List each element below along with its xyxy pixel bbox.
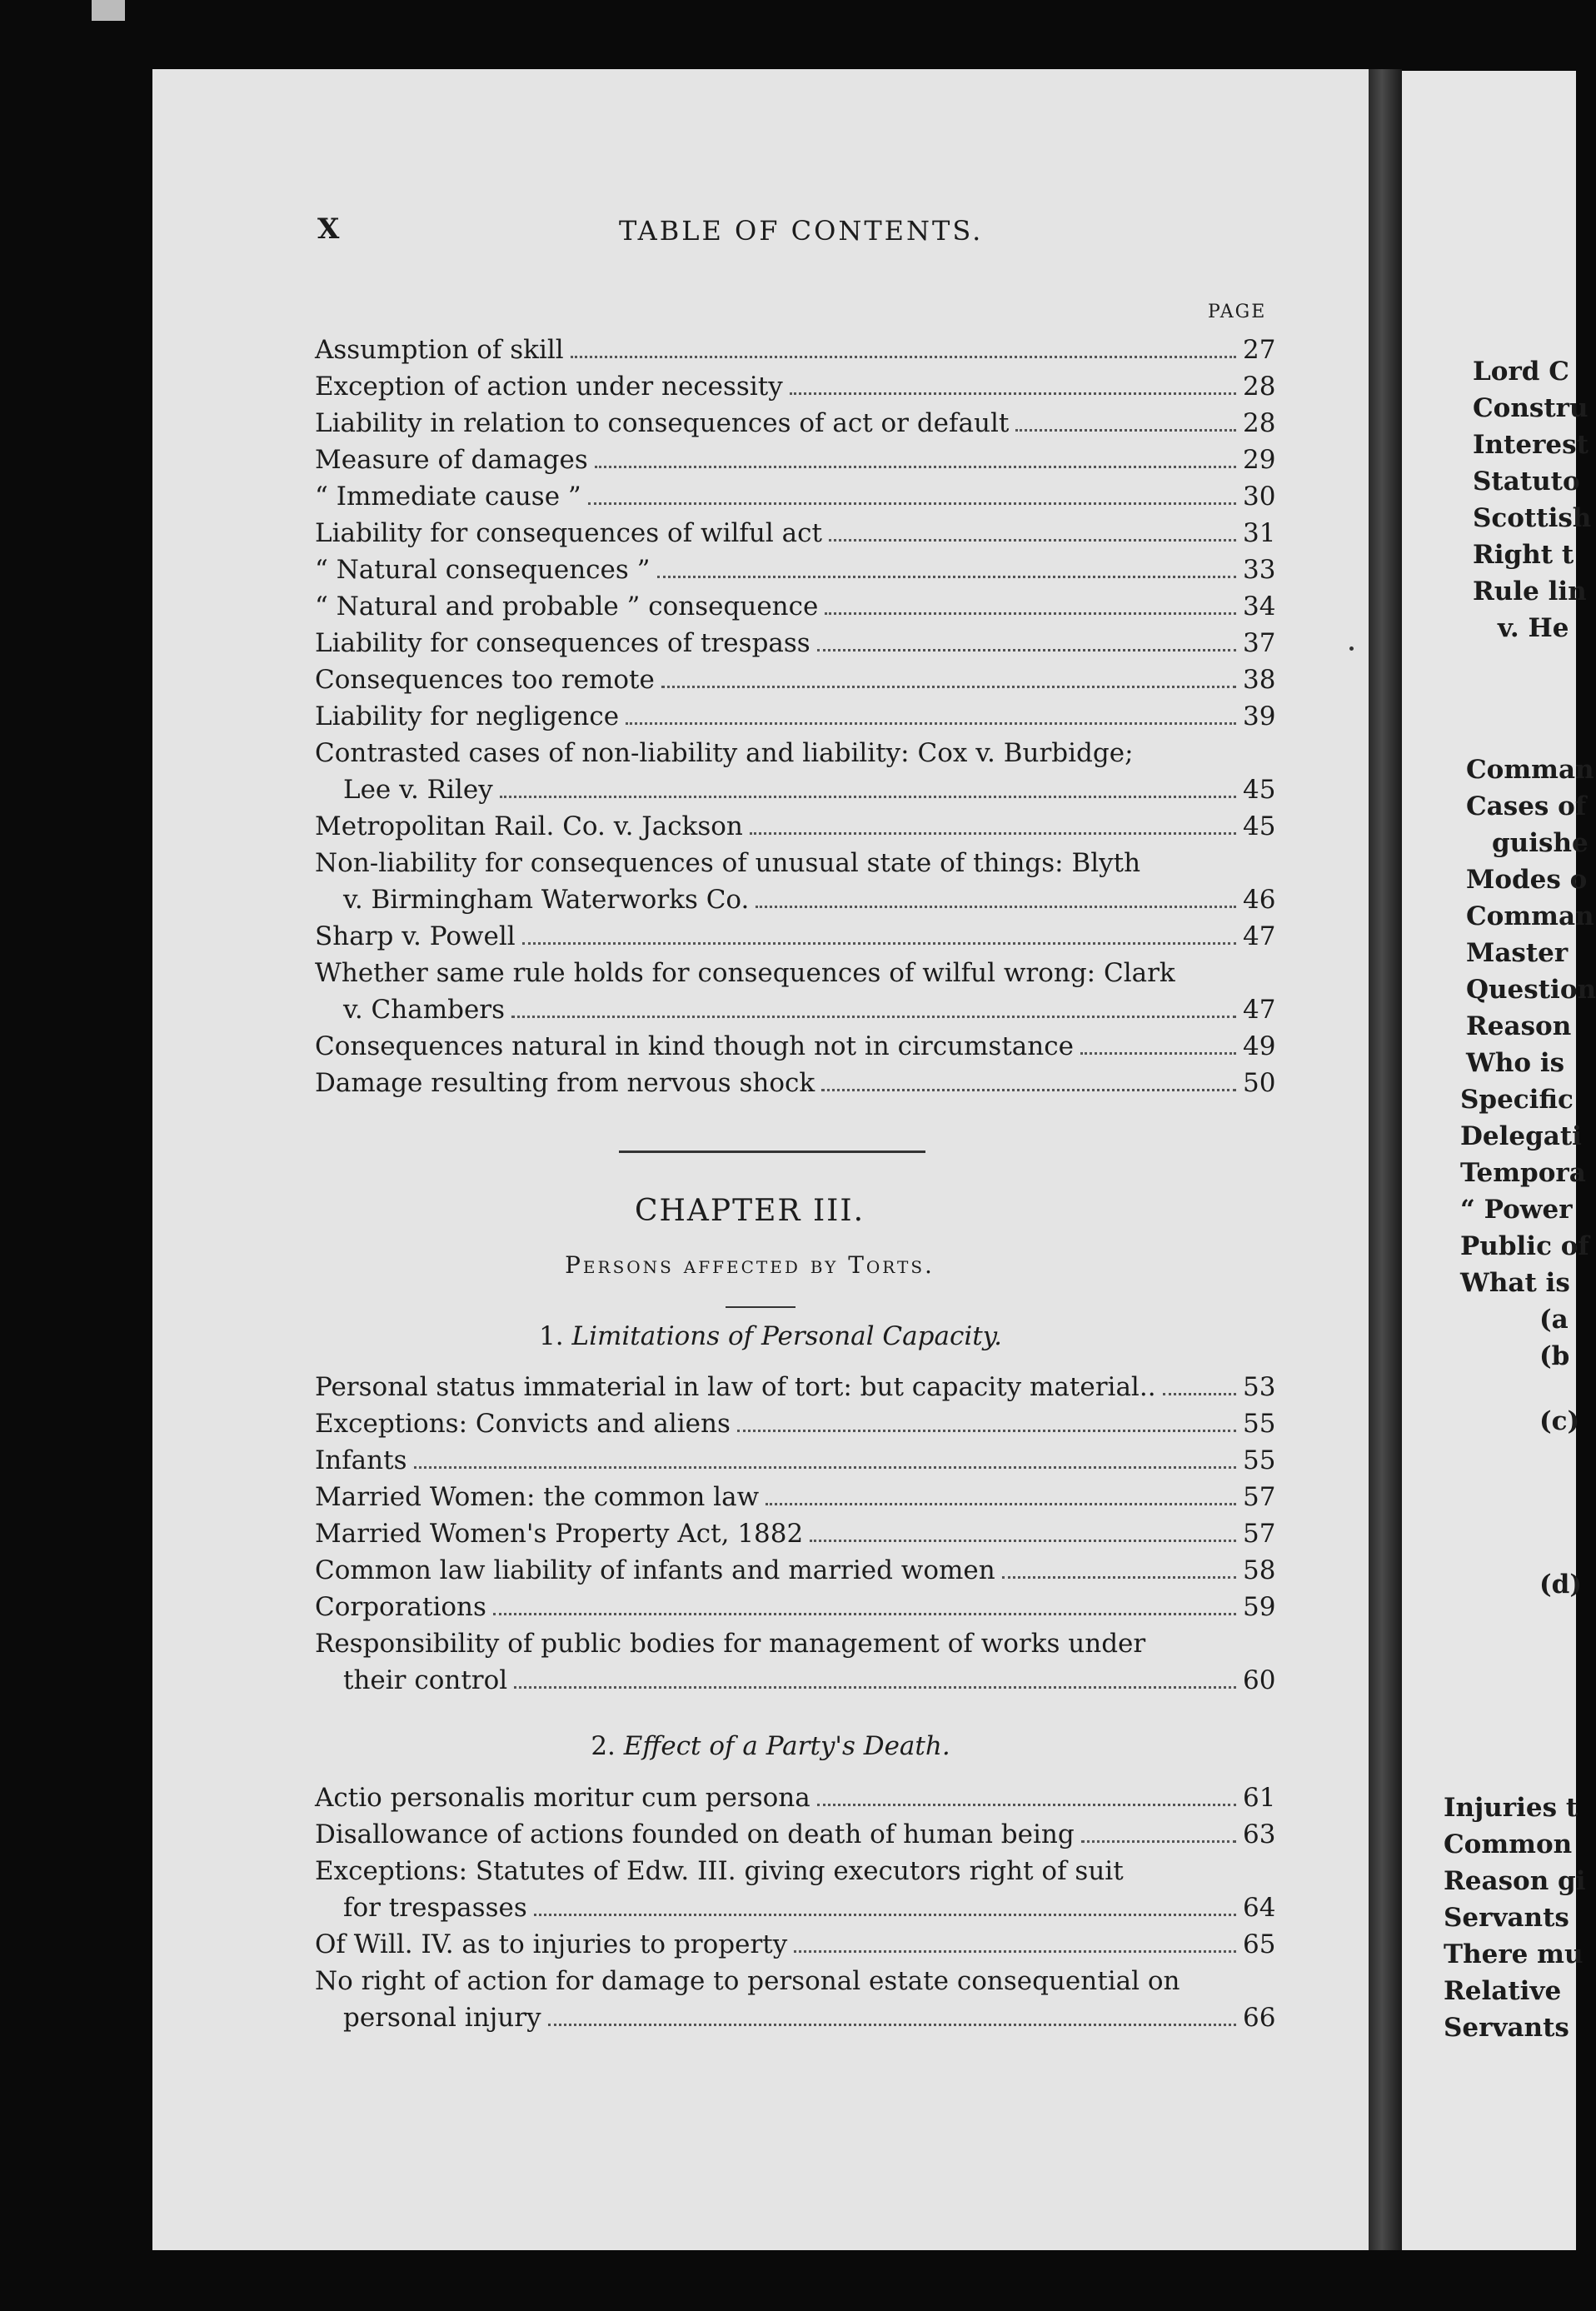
section-heading-1: [333, 1321, 1208, 1351]
section-number: 1.: [539, 1321, 564, 1351]
toc-page-number: 59: [1243, 1592, 1276, 1622]
toc-entry-text: Sharp v. Powell: [315, 921, 516, 951]
dot-leader: [810, 1540, 1236, 1542]
dot-leader: [1080, 1052, 1236, 1055]
toc-entry: [315, 1589, 1276, 1625]
toc-entry: [315, 368, 1276, 405]
toc-entry-text: “ Natural consequences ”: [315, 555, 651, 585]
scan-corner-mark: [92, 0, 125, 21]
dot-leader: [626, 722, 1236, 725]
toc-entry: [315, 1479, 1276, 1515]
toc-entry-line: [315, 1065, 1276, 1101]
toc-entry-line: [315, 771, 1276, 808]
toc-entry-text: Exceptions: Statutes of Edw. III. giving executors right of suit: [315, 1856, 1124, 1886]
right-page-fragment: Who is: [1466, 1048, 1565, 1078]
toc-entry-line: [315, 1479, 1276, 1515]
toc-page-number: 60: [1243, 1665, 1276, 1695]
toc-entry: [315, 1963, 1276, 2036]
toc-entry-line: [315, 368, 1276, 405]
dot-leader: [595, 466, 1236, 468]
toc-entry-text: Measure of damages: [315, 445, 588, 475]
chapter-subtitle: Persons affected by Torts.: [565, 1251, 935, 1279]
toc-page-number: 38: [1243, 665, 1276, 695]
toc-page-number: 50: [1243, 1068, 1276, 1098]
toc-entry-text: “ Immediate cause ”: [315, 482, 581, 512]
toc-page-number: 46: [1243, 885, 1276, 915]
dot-leader: [794, 1950, 1236, 1953]
right-page-fragment: “ Power: [1460, 1195, 1573, 1225]
toc-entry: [315, 661, 1276, 698]
dot-leader: [1081, 1840, 1236, 1843]
right-page-fragment: Constru: [1473, 393, 1589, 423]
right-page-fragment: Master: [1466, 938, 1569, 968]
chapter-title: CHAPTER III.: [634, 1194, 865, 1228]
right-page-fragment: Servants: [1444, 1903, 1569, 1933]
toc-entry-line: [315, 1625, 1273, 1662]
dot-leader: [737, 1430, 1236, 1432]
running-title: TABLE OF CONTENTS.: [619, 215, 984, 247]
right-page-fragment: (c): [1539, 1406, 1580, 1436]
toc-page-number: 49: [1243, 1031, 1276, 1061]
right-page-fragment: Statuto: [1473, 467, 1580, 497]
right-page-fragment: There mu: [1444, 1939, 1584, 1969]
toc-page-number: 57: [1243, 1519, 1276, 1549]
dot-leader: [657, 576, 1237, 578]
toc-page-number: 57: [1243, 1482, 1276, 1512]
toc-entry-text: Damage resulting from nervous shock: [315, 1068, 815, 1098]
right-page-fragment: Comman: [1466, 901, 1594, 931]
chapter-divider-rule: [619, 1151, 925, 1153]
toc-entry-text: Infants: [315, 1445, 407, 1475]
toc-entry-text: Married Women: the common law: [315, 1482, 760, 1512]
toc-entry: [315, 1779, 1276, 1816]
toc-entry: [315, 1625, 1276, 1699]
toc-entry: [315, 1369, 1276, 1405]
toc-entry-text: Consequences natural in kind though not in circumstance: [315, 1031, 1074, 1061]
toc-entry: [315, 698, 1276, 735]
right-page-fragment: Right t: [1473, 540, 1574, 570]
toc-entry-line: [315, 1999, 1276, 2036]
dot-leader: [534, 1914, 1236, 1916]
toc-entry: [315, 808, 1276, 845]
dot-leader: [825, 612, 1236, 615]
page-column-label: PAGE: [1208, 302, 1267, 322]
right-page-fragment: What is: [1460, 1268, 1570, 1298]
toc-entry-line: [315, 1552, 1276, 1589]
toc-entry: [315, 1442, 1276, 1479]
toc-entry: [315, 405, 1276, 442]
toc-entry-line: [315, 478, 1276, 515]
right-page-fragment: Delegati: [1460, 1121, 1582, 1151]
toc-entry: [315, 1515, 1276, 1552]
toc-entry-text: Actio personalis moritur cum persona: [315, 1783, 810, 1813]
right-page-fragment: Lord C: [1473, 357, 1569, 387]
right-page-fragment: guishe: [1492, 828, 1589, 858]
right-page-fragment: Cases of: [1466, 791, 1587, 821]
dot-leader: [1002, 1576, 1236, 1579]
toc-entry-line: [315, 1853, 1273, 1889]
right-page-fragment: (a: [1539, 1305, 1569, 1335]
toc-entry: [315, 332, 1276, 368]
toc-entry-text: Consequences too remote: [315, 665, 655, 695]
right-page-fragment: Comman: [1466, 755, 1594, 785]
right-page-fragment: Scottish: [1473, 503, 1592, 533]
toc-entry-line: [315, 1963, 1273, 1999]
toc-entry-text: Liability for consequences of wilful act: [315, 518, 822, 548]
right-page-fragment: Servants: [1444, 2013, 1569, 2043]
toc-entry-line: [315, 1926, 1276, 1963]
toc-entry-text: Corporations: [315, 1592, 486, 1622]
toc-entry-line: [315, 588, 1276, 625]
right-page-fragment: Interest: [1473, 430, 1589, 460]
toc-entry-line: [315, 1589, 1276, 1625]
toc-entry-line: [315, 625, 1276, 661]
toc-entry-line: [315, 698, 1276, 735]
right-page-fragment: Reason: [1466, 1011, 1572, 1041]
right-page-fragment: v. He: [1498, 613, 1569, 643]
right-page-fragment: Reason gi: [1444, 1866, 1586, 1896]
toc-entry: [315, 918, 1276, 955]
toc-entry-text: Exceptions: Convicts and aliens: [315, 1409, 731, 1439]
dot-leader: [1015, 429, 1236, 432]
toc-entry-line: [315, 1889, 1276, 1926]
dot-leader: [661, 686, 1236, 688]
toc-entry-line: [315, 1369, 1276, 1405]
toc-page-number: 47: [1243, 995, 1276, 1025]
dot-leader: [588, 502, 1236, 505]
section-number: 2.: [591, 1731, 616, 1761]
dot-leader: [514, 1686, 1236, 1689]
toc-entry-line: [315, 1662, 1276, 1699]
dot-leader: [571, 356, 1236, 358]
toc-entry: [315, 1405, 1276, 1442]
toc-entry-line: [315, 661, 1276, 698]
dot-leader: [500, 796, 1236, 798]
dot-leader: [817, 1804, 1236, 1806]
right-page: [1402, 71, 1596, 2250]
toc-entry-text: Responsibility of public bodies for management of works under: [315, 1629, 1146, 1659]
toc-page-number: 64: [1243, 1893, 1276, 1923]
right-page-fragment: Question: [1466, 975, 1596, 1005]
toc-entry-line: [315, 881, 1276, 918]
right-page-fragment: Injuries t: [1444, 1793, 1579, 1823]
dot-leader: [766, 1503, 1236, 1505]
dot-leader: [1163, 1393, 1236, 1395]
toc-entry-line: [315, 515, 1276, 552]
toc-page-number: 55: [1243, 1445, 1276, 1475]
dot-leader: [493, 1613, 1236, 1615]
chapter-short-rule: [726, 1306, 796, 1308]
toc-entry: [315, 1816, 1276, 1853]
toc-entry-text: Common law liability of infants and married women: [315, 1555, 995, 1585]
right-page-fragment: Modes o: [1466, 865, 1588, 895]
toc-entry-text: Lee v. Riley: [343, 775, 493, 805]
toc-entry-line: [315, 1779, 1276, 1816]
toc-entry-line: [315, 442, 1276, 478]
toc-entry-text: Liability for consequences of trespass: [315, 628, 810, 658]
toc-entry: [315, 735, 1276, 808]
toc-entry-text: Personal status immaterial in law of tort: but capacity material..: [315, 1372, 1156, 1402]
toc-page-number: 66: [1243, 2003, 1276, 2033]
right-page-fragment: Tempora: [1460, 1158, 1586, 1188]
dot-leader: [821, 1089, 1236, 1091]
toc-entry-text: Whether same rule holds for consequences of wilful wrong: Clark: [315, 958, 1175, 988]
toc-entry-line: [315, 735, 1273, 771]
toc-entry-text: No right of action for damage to personal estate consequential on: [315, 1966, 1180, 1996]
toc-page-number: 28: [1243, 372, 1276, 402]
section-title: Limitations of Personal Capacity.: [571, 1321, 1002, 1351]
toc-page-number: 33: [1243, 555, 1276, 585]
dot-leader: [414, 1466, 1237, 1469]
dot-leader: [829, 539, 1236, 542]
toc-entry-text: Married Women's Property Act, 1882: [315, 1519, 804, 1549]
toc-entry-text: Assumption of skill: [315, 335, 564, 365]
section-title: Effect of a Party's Death.: [623, 1731, 950, 1761]
toc-entry: [315, 1065, 1276, 1101]
section-heading-2: [333, 1731, 1208, 1761]
toc-entry-line: [315, 552, 1276, 588]
toc-entry: [315, 552, 1276, 588]
dot-leader: [817, 649, 1236, 651]
toc-entry: [315, 1926, 1276, 1963]
right-page-fragment: Common: [1444, 1829, 1573, 1859]
toc-page-number: 28: [1243, 408, 1276, 438]
toc-entry-text: Liability for negligence: [315, 701, 620, 731]
toc-page-number: 45: [1243, 811, 1276, 841]
toc-entry: [315, 625, 1276, 661]
toc-entry-line: [315, 405, 1276, 442]
toc-entry-line: [315, 332, 1276, 368]
toc-entry: [315, 845, 1276, 918]
book-gutter: [1369, 69, 1402, 2250]
dot-leader: [750, 832, 1236, 835]
toc-entry-line: [315, 1405, 1276, 1442]
toc-entry: [315, 1028, 1276, 1065]
toc-page-number: 45: [1243, 775, 1276, 805]
page-number-roman: X: [317, 212, 340, 246]
dot-leader: [548, 2024, 1236, 2026]
toc-entry-text: Disallowance of actions founded on death of human being: [315, 1819, 1075, 1849]
toc-entry-line: [315, 1028, 1276, 1065]
toc-entry: [315, 955, 1276, 1028]
toc-entry-line: [315, 955, 1273, 991]
toc-page-number: 47: [1243, 921, 1276, 951]
margin-dot: [1349, 646, 1354, 651]
toc-entry-text: their control: [343, 1665, 508, 1695]
toc-entry: [315, 1853, 1276, 1926]
dot-leader: [522, 942, 1236, 945]
toc-entry-text: Contrasted cases of non-liability and liability: Cox v. Burbidge;: [315, 738, 1134, 768]
toc-page-number: 58: [1243, 1555, 1276, 1585]
dot-leader: [756, 906, 1236, 908]
toc-entry-text: for trespasses: [343, 1893, 527, 1923]
right-page-fragment: Rule lin: [1473, 577, 1587, 606]
toc-page-number: 39: [1243, 701, 1276, 731]
toc-entry-text: Metropolitan Rail. Co. v. Jackson: [315, 811, 743, 841]
toc-page-number: 29: [1243, 445, 1276, 475]
toc-entry-text: Exception of action under necessity: [315, 372, 783, 402]
toc-page-number: 63: [1243, 1819, 1276, 1849]
toc-entry-text: v. Chambers: [343, 995, 506, 1025]
dot-leader: [790, 392, 1236, 395]
toc-entry-text: personal injury: [343, 2003, 541, 2033]
toc-entry: [315, 478, 1276, 515]
toc-page-number: 65: [1243, 1929, 1276, 1959]
toc-entry-line: [315, 1816, 1276, 1853]
toc-entry-text: “ Natural and probable ” consequence: [315, 591, 819, 621]
toc-page-number: 27: [1243, 335, 1276, 365]
toc-page-number: 55: [1243, 1409, 1276, 1439]
toc-entry-line: [315, 991, 1276, 1028]
toc-entry-text: Of Will. IV. as to injuries to property: [315, 1929, 788, 1959]
toc-page-number: 30: [1243, 482, 1276, 512]
toc-entry-line: [315, 808, 1276, 845]
toc-entry-line: [315, 1442, 1276, 1479]
toc-entry-line: [315, 1515, 1276, 1552]
toc-entry-line: [315, 918, 1276, 955]
toc-entry-text: v. Birmingham Waterworks Co.: [343, 885, 750, 915]
right-page-fragment: Relative: [1444, 1976, 1562, 2006]
right-page-fragment: (d): [1539, 1570, 1583, 1600]
right-page-fragment: (b: [1539, 1341, 1570, 1371]
toc-entry-text: Non-liability for consequences of unusual state of things: Blyth: [315, 848, 1141, 878]
toc-entry: [315, 1552, 1276, 1589]
toc-entry-line: [315, 845, 1273, 881]
dot-leader: [511, 1016, 1236, 1018]
toc-entry-text: Liability in relation to consequences of act or default: [315, 408, 1010, 438]
toc-page-number: 34: [1243, 591, 1276, 621]
right-page-fragment: Specific: [1460, 1085, 1574, 1115]
toc-page-number: 53: [1243, 1372, 1276, 1402]
right-page-fragment: Public of: [1460, 1231, 1589, 1261]
toc-entry: [315, 515, 1276, 552]
toc-page-number: 37: [1243, 628, 1276, 658]
toc-page-number: 61: [1243, 1783, 1276, 1813]
toc-entry: [315, 442, 1276, 478]
toc-entry: [315, 588, 1276, 625]
toc-page-number: 31: [1243, 518, 1276, 548]
